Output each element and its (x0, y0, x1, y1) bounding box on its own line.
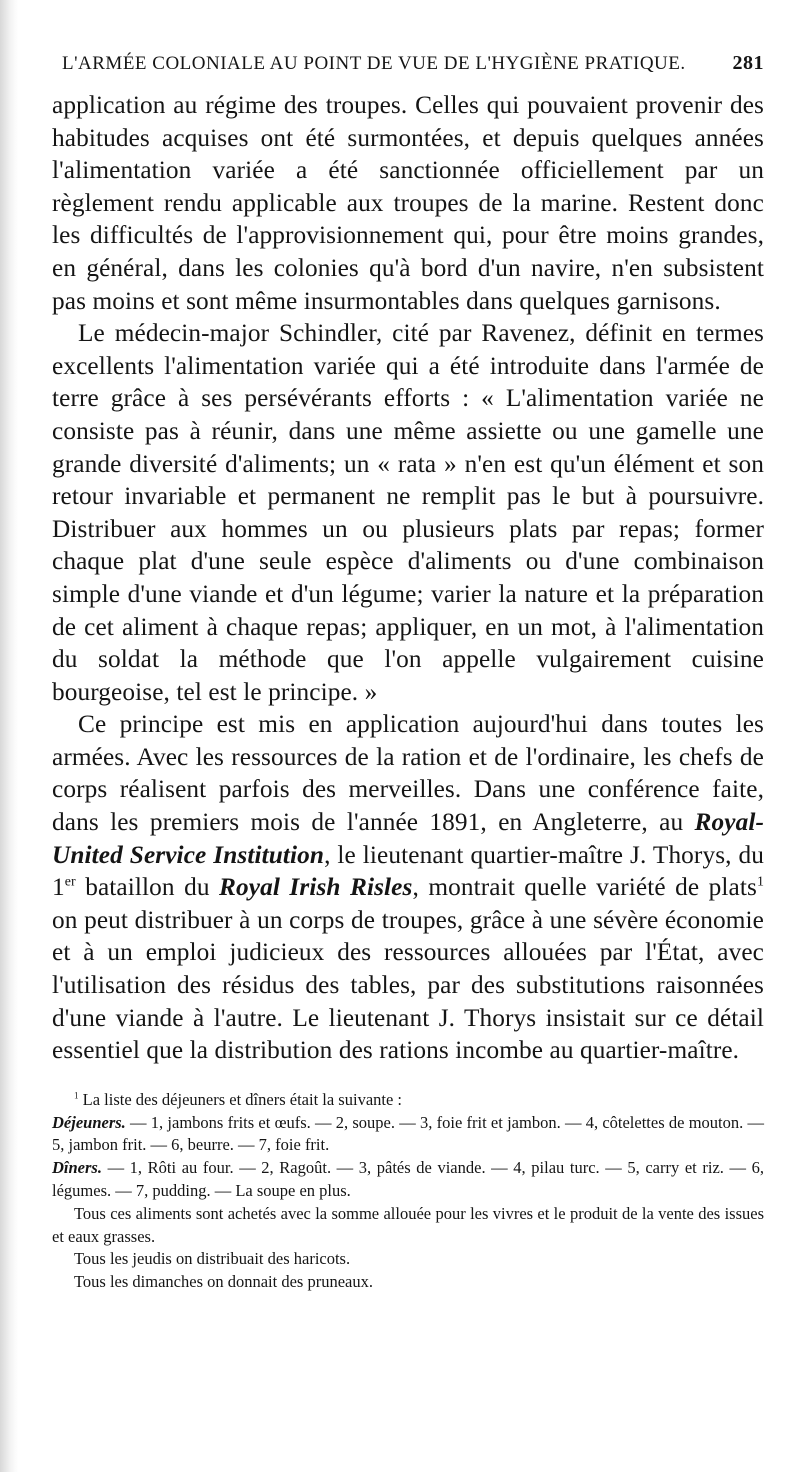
footnote-1: $^1$ La liste des déjeuners et dîners était la suivante : (74, 1089, 403, 1109)
footnote-note-2: Tous ces aliments sont achetés avec la somme allouée pour les vivres et le produit de la vente des issues et eaux grasses. (52, 1203, 764, 1246)
institution-name: Royal-United Service Institution (52, 808, 764, 869)
running-title: L'ARMÉE COLONIALE AU POINT DE VUE DE L'HYGIÈNE PRATIQUE. (62, 53, 686, 74)
footnote-diners: Dîners. — 1, Rôti au four. — 2, Ragoût. — 3, pâtés de viande. — 4, pilau turc. — 5, carry et riz. — 6, légumes. — 7, pudding. — La soupe en plus. (52, 1158, 764, 1200)
regiment-name: Royal Irish Risles (219, 873, 413, 902)
page-edge-shadow (0, 0, 18, 1472)
main-text (52, 89, 764, 1067)
footnote-note-3: Tous les jeudis on distribuait des haricots. (74, 1249, 351, 1269)
running-header (62, 52, 764, 75)
paragraph-2: Le médecin-major Schindler, cité par Ravenez, définit en termes excellents l'alimentation variée qui a été introduite dans l'armée de terre grâce à ses persévérants efforts : « L'alimentation variée ne consiste pas à réunir, dans une même assiette ou une gamelle une grande diversité d'aliments; un « rata » n'en est qu'un élément et son retour invariable et permanent ne remplit pas le but à poursuivre. Distribuer aux hommes un ou plusieurs plats par repas; former chaque plat d'une seule espèce d'aliments ou d'une combinaison simple d'une viande et d'un légume; varier la nature et la préparation de cet aliment à chaque repas; appliquer, en un mot, à l'alimentation du soldat la méthode que l'on appelle vulgairement cuisine bourgeoise, tel est le principe. » (52, 319, 764, 706)
footnote-note-4: Tous les dimanches on donnait des pruneaux. (74, 1272, 373, 1292)
paragraph-1: application au régime des troupes. Celles qui pouvaient provenir des habitudes acquises ont été surmontées, et depuis quelques années l'alimentation variée a été sanctionnée officiellement par un règlement rendu applicable aux troupes de la marine. Restent donc les difficultés de l'approvisionnement qui, pour être moins grandes, en général, dans les colonies qu'à bord d'un navire, n'en subsistent pas moins et sont même insurmontables dans quelques garnisons. (52, 91, 764, 315)
book-page (52, 40, 764, 1440)
paragraph-3: Ce principe est mis en application aujourd'hui dans toutes les armées. Avec les ressources de la ration et de l'ordinaire, les chefs de corps réalisent parfois des merveilles. Dans une conférence faite, dans les premiers mois de l'année 1891, en Angleterre, au Royal-United Service Institution, le lieutenant quartier-maître J. Thorys, du 1er bataillon du Royal Irish Risles, montrait quelle variété de plats$^1$ on peut distribuer à un corps de troupes, grâce à une sévère économie et à un emploi judicieux des ressources allouées par l'État, avec l'utilisation des résidus des tables, par des substitutions raisonnées d'une viande à l'autre. Le lieutenant J. Thorys insistait sur ce détail essentiel que la distribution des rations incombe au quartier-maître. (52, 710, 765, 1065)
footnote-ref: 1 (756, 874, 765, 890)
page-number: 281 (732, 52, 764, 74)
footnote-dejeuners: Déjeuners. — 1, jambons frits et œufs. — 2, soupe. — 3, foie frit et jambon. — 4, côtelettes de mouton. — 5, jambon frit. — 6, beurre. — 7, foie frit. (52, 1112, 764, 1155)
footnotes (52, 1089, 764, 1294)
footnote-marker: 1 (74, 1090, 79, 1101)
